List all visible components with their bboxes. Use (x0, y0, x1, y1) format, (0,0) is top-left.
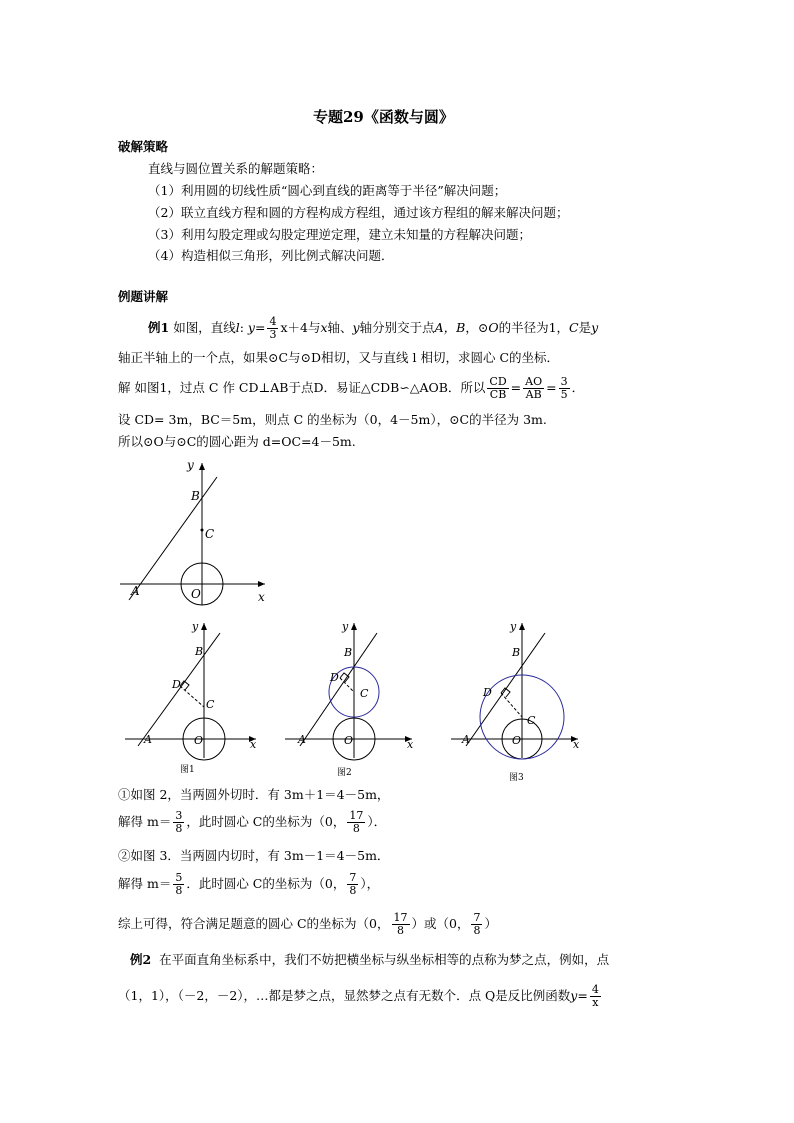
point-label-c: C (205, 527, 215, 541)
strategy-item: （2）联立直线方程和圆的方程构成方程组，通过该方程组的解来解决问题； (148, 205, 569, 220)
case2-solution: 解得 m＝ $\frac{5}{8}$ ．此时圆心 C的坐标为（0， $\frac{7}{8}$ ）， (118, 871, 380, 897)
fraction: $\frac{7}{8}$ (473, 911, 481, 937)
svg-text:y: y (510, 620, 517, 633)
strategy-item: （1）利用圆的切线性质“圆心到直线的距离等于半径”解决问题； (148, 183, 507, 198)
figure-2 (282, 618, 417, 778)
ex2-label: 例2 (130, 952, 152, 967)
examples-heading: 例题讲解 (118, 289, 169, 304)
svg-text:D: D (172, 678, 181, 691)
case1-line: ①如图 2，当两圆外切时．有 3m＋1＝4－5m， (118, 787, 390, 802)
case1-solution: 解得 m＝ $\frac{3}{8}$ ，此时圆心 C的坐标为（0， $\frac{17}{8}$ ）． (118, 809, 387, 835)
svg-text:O: O (194, 734, 204, 747)
svg-text:x: x (250, 738, 257, 751)
fraction: $\frac{7}{8}$ (349, 871, 357, 897)
conclusion-line: 综上可得，符合满足题意的圆心 C的坐标为（0， $\frac{17}{8}$ ）或（0， $\frac{7}{8}$ ） (118, 911, 497, 937)
svg-text:O: O (344, 734, 354, 747)
ex1-distance-line: 所以⊙O与⊙C的圆心距为 d=OC=4－5m. (118, 434, 356, 449)
axis-label-y: y (187, 458, 194, 472)
strategy-item: （4）构造相似三角形，列比例式解决问题． (148, 248, 394, 263)
figure-1 (120, 618, 260, 778)
caption-fig1: 图1 (180, 765, 195, 775)
svg-text:y: y (192, 620, 199, 633)
figure-3 (448, 618, 583, 783)
strategy-intro: 直线与圆位置关系的解题策略： (148, 161, 324, 176)
fraction: $\frac{AO}{AB}$ (525, 375, 543, 401)
caption-fig3: 图3 (509, 773, 524, 783)
fraction: $\frac{CD}{CB}$ (489, 375, 507, 401)
figure-main (115, 455, 275, 607)
strategy-heading: 破解策略 (118, 139, 169, 154)
point-label-b: B (191, 489, 200, 503)
fraction: $\frac{4}{x}$ (591, 983, 599, 1009)
axis-label-x: x (258, 590, 265, 604)
point-label-a: A (131, 584, 140, 598)
ex2-line1: 例2 在平面直角坐标系中，我们不妨把横坐标与纵坐标相等的点称为梦之点，例如，点 (130, 952, 610, 967)
ex1-set-line: 设 CD= 3m，BC＝5m，则点 C 的坐标为（0，4－5m），⊙C的半径为 3m. (118, 412, 547, 427)
svg-text:y: y (342, 620, 349, 633)
svg-text:C: C (360, 687, 369, 700)
svg-text:C: C (206, 698, 215, 711)
ex1-statement-line1: 例1 如图，直线 l : y = $\frac{4}{3}$ x＋4 与 x 轴、 y 轴分别交于点 A，B ，⊙ O 的半径为1， C 是 y (148, 315, 599, 341)
fraction: $\frac{5}{8}$ (175, 871, 183, 897)
svg-text:B: B (512, 646, 521, 659)
point-label-o: O (191, 587, 201, 601)
svg-text:D: D (483, 686, 492, 699)
svg-text:A: A (462, 733, 470, 746)
svg-text:B: B (344, 646, 353, 659)
strategy-item: （3）利用勾股定理或勾股定理逆定理，建立未知量的方程解决问题； (148, 227, 531, 242)
fraction: $\frac{3}{5}$ (560, 375, 568, 401)
ex1-label: 例1 (148, 319, 170, 335)
fraction: $\frac{4}{3}$ (269, 315, 277, 341)
fraction: $\frac{17}{8}$ (393, 911, 408, 937)
svg-text:D: D (330, 671, 339, 684)
svg-text:O: O (512, 734, 522, 747)
fraction: $\frac{3}{8}$ (175, 809, 183, 835)
svg-text:A: A (144, 733, 152, 746)
caption-fig2: 图2 (337, 768, 352, 778)
case2-line: ②如图 3．当两圆内切时，有 3m－1＝4－5m． (118, 848, 390, 863)
fraction: $\frac{17}{8}$ (349, 809, 364, 835)
svg-text:A: A (298, 733, 306, 746)
ex2-line2: （1，1），（－2，－2），…都是梦之点，显然梦之点有无数个．点 Q是反比例函数 y = $\frac{4}{x}$ (118, 983, 599, 1009)
svg-text:C: C (527, 714, 536, 727)
svg-text:x: x (573, 738, 580, 751)
svg-text:x: x (407, 738, 414, 751)
ex1-statement-line2: 轴正半轴上的一个点，如果⊙C与⊙D相切，又与直线 l 相切，求圆心 C的坐标． (118, 350, 560, 365)
ex1-solution-line: 解 如图1，过点 C 作 CD⊥AB于点D．易证△CDB∽△AOB．所以 $\frac{CD}{CB}$ = $\frac{AO}{AB}$ = $\frac{3}{5}$ ． (118, 375, 585, 401)
svg-text:B: B (195, 645, 204, 658)
page-title: 专题29《函数与圆》 (313, 108, 454, 126)
